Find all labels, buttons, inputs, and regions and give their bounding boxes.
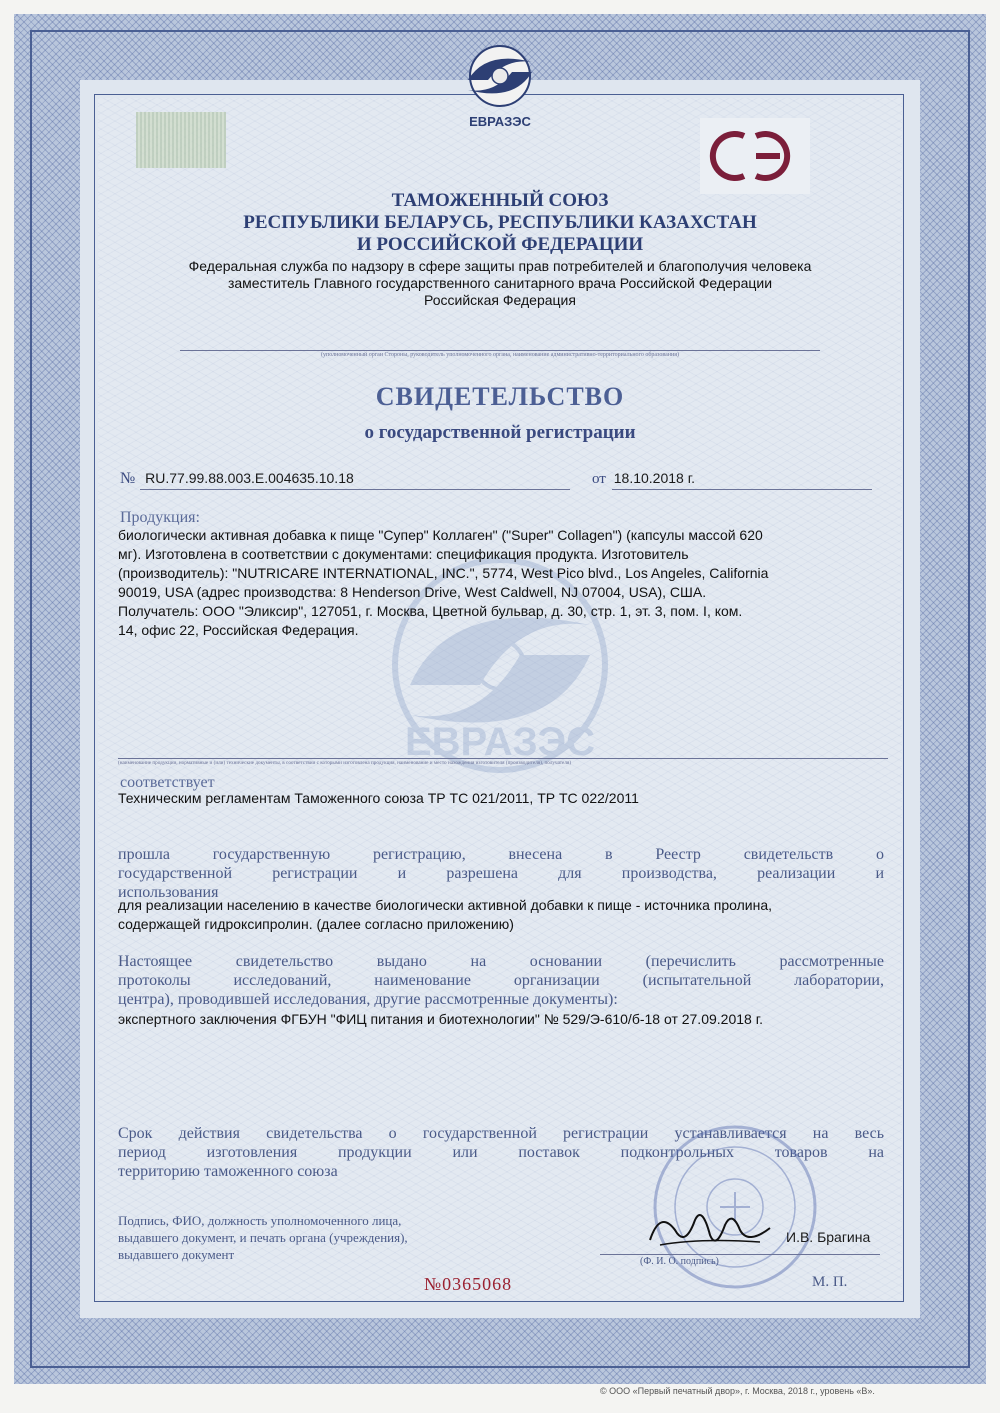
- printer-footer: © ООО «Первый печатный двор», г. Москва, 2018 г., уровень «В».: [600, 1386, 875, 1396]
- evrazes-logo: [436, 40, 564, 132]
- stamp-place-label: М. П.: [812, 1274, 848, 1290]
- product-underline: [118, 758, 888, 759]
- logo-text: ЕВРАЗЭС: [469, 114, 531, 129]
- basis-line-1: Настоящее свидетельство выдано на основании (перечислить рассмотренные: [118, 953, 884, 970]
- authority-caption: (уполномоченный орган Стороны, руководитель уполномоченного органа, наименование административно-территориального образования): [321, 352, 679, 358]
- signature-label-3: выдавшего документ: [118, 1247, 235, 1262]
- signature-label-2: выдавшего документ, и печать органа (учреждения),: [118, 1230, 408, 1245]
- registration-line-1: прошла государственную регистрацию, внесена в Реестр свидетельств о: [118, 846, 884, 863]
- certificate-date: 18.10.2018 г.: [613, 470, 695, 486]
- registration-line-3: использования: [118, 884, 219, 901]
- registration-text-2: содержащей гидроксипролин. (далее согласно приложению): [118, 916, 514, 932]
- date-label: от: [592, 471, 606, 487]
- basis-text: экспертного заключения ФГБУН "ФИЦ питания и биотехнологии" № 529/Э-610/б-18 от 27.09.2018 г.: [118, 1011, 763, 1027]
- signature-caption: (Ф. И. О. подпись): [640, 1256, 719, 1267]
- product-line-2: мг). Изготовлена в соответствии с документами: спецификация продукта. Изготовитель: [118, 546, 689, 562]
- signature-label-1: Подпись, ФИО, должность уполномоченного лица,: [118, 1213, 402, 1228]
- authority-line-2: заместитель Главного государственного санитарного врача Российской Федерации: [227, 275, 773, 291]
- header-line-3: И РОССИЙСКОЙ ФЕДЕРАЦИИ: [356, 234, 644, 255]
- date-underline: [612, 489, 872, 490]
- serial-number: №0365068: [424, 1274, 513, 1294]
- authority-line-1: Федеральная служба по надзору в сфере защиты прав потребителей и благополучия человека: [188, 258, 812, 274]
- conformity-mark-icon: [700, 118, 810, 194]
- product-line-4: 90019, USA (адрес производства: 8 Henderson Drive, West Caldwell, NJ 07004, USA), США.: [118, 584, 707, 600]
- product-line-3: (производитель): "NUTRICARE INTERNATIONAL, INC.", 5774, West Pico blvd., Los Angeles, California: [118, 565, 769, 581]
- validity-line-2: период изготовления продукции или поставок подконтрольных товаров на: [118, 1144, 884, 1161]
- product-line-1: биологически активная добавка к пище "Супер" Коллаген" ("Super" Collagen") (капсулы массой 620: [118, 527, 763, 543]
- signature-underline: [600, 1254, 880, 1255]
- number-underline: [140, 489, 570, 490]
- product-text: [118, 526, 898, 640]
- svg-text:ЕВРАЗЭС: ЕВРАЗЭС: [404, 720, 596, 764]
- document-title: СВИДЕТЕЛЬСТВО: [375, 382, 625, 411]
- header-line-2: РЕСПУБЛИКИ БЕЛАРУСЬ, РЕСПУБЛИКИ КАЗАХСТАН: [243, 212, 757, 233]
- conformity-label: соответствует: [120, 774, 215, 791]
- certificate-number: RU.77.99.88.003.Е.004635.10.18: [145, 470, 354, 486]
- signatory-name: И.В. Брагина: [786, 1229, 871, 1245]
- header-line-1: ТАМОЖЕННЫЙ СОЮЗ: [391, 190, 609, 211]
- authority-line-3: Российская Федерация: [424, 292, 576, 308]
- validity-line-1: Срок действия свидетельства о государственной регистрации устанавливается на весь: [118, 1125, 884, 1142]
- product-line-6: 14, офис 22, Российская Федерация.: [118, 622, 359, 638]
- authority-underline: [180, 350, 820, 351]
- handwritten-signature: [640, 1200, 780, 1260]
- registration-text-1: для реализации населению в качестве биологически активной добавки к пище - источника пролина,: [118, 897, 773, 913]
- document-subtitle: о государственной регистрации: [364, 422, 636, 443]
- product-caption: (наименование продукции, нормативные и (или) технические документы, в соответствии с которыми изготовлена продукция, наименование и место нахождения изготовителя (производителя), получателя): [118, 760, 572, 766]
- basis-line-2: протоколы исследований, наименование организации (испытательной лаборатории,: [118, 972, 884, 989]
- number-label: №: [120, 470, 136, 487]
- product-label: Продукция:: [120, 509, 200, 526]
- product-line-5: Получатель: ООО "Эликсир", 127051, г. Москва, Цветной бульвар, д. 30, стр. 1, эт. 3, пом. I, ком.: [118, 603, 743, 619]
- basis-line-3: центра), проводившей исследования, другие рассмотренные документы):: [118, 991, 618, 1008]
- validity-line-3: территорию таможенного союза: [118, 1163, 338, 1180]
- registration-line-2: государственной регистрации и разрешена для производства, реализации и: [118, 865, 884, 882]
- hologram-patch: [136, 112, 226, 168]
- conformity-text: Техническим регламентам Таможенного союза ТР ТС 021/2011, ТР ТС 022/2011: [118, 790, 639, 806]
